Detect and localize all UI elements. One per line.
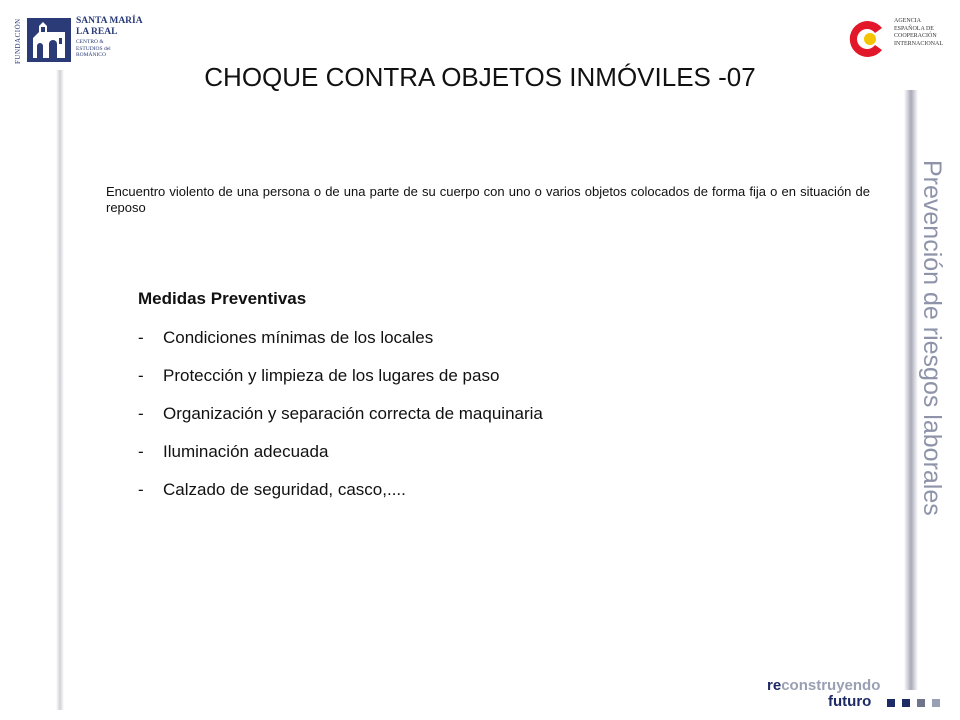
list-item-text: Organización y separación correcta de maquinaria [163, 404, 543, 423]
list-item-text: Calzado de seguridad, casco,.... [163, 480, 406, 499]
left-decorative-bar [56, 70, 64, 710]
slogan-line2: futuro [828, 693, 872, 710]
square-icon [932, 699, 940, 707]
foundation-subtitle-line1: CENTRO & [76, 39, 104, 45]
list-bullet: - [138, 442, 144, 461]
foundation-name-line2: LA REAL [76, 27, 118, 37]
foundation-logo [14, 14, 143, 66]
page-title: CHOQUE CONTRA OBJETOS INMÓVILES -07 [204, 62, 756, 92]
foundation-subtitle [76, 39, 111, 59]
church-icon [27, 18, 71, 62]
list-item-text: Iluminación adecuada [163, 442, 329, 461]
agency-name-line2: ESPAÑOLA DE [894, 25, 934, 32]
square-icon [917, 699, 925, 707]
slogan-squares [887, 699, 940, 709]
square-icon [887, 699, 895, 707]
agency-name-line4: INTERNACIONAL [894, 40, 943, 47]
foundation-subtitle-line2: ESTUDIOS del [76, 45, 111, 52]
foundation-subtitle-line3: ROMÁNICO [76, 52, 106, 58]
foundation-name-line1: SANTA MARÍA [76, 16, 143, 26]
list-bullet: - [138, 366, 144, 385]
agency-name-line1: AGENCIA [894, 18, 921, 24]
list-item-text: Condiciones mínimas de los locales [163, 328, 434, 347]
definition-paragraph: Encuentro violento de una persona o de una parte de su cuerpo con uno o varios objetos colocados de forma fija o en situación de reposo [106, 184, 870, 215]
slogan-line1 [767, 677, 880, 694]
foundation-logo-vertical-word: FUNDACIÓN [14, 18, 22, 64]
agency-name-line3: COOPERACIÓN [894, 33, 937, 39]
list-bullet: - [138, 404, 144, 423]
slogan-accent: re [767, 677, 782, 694]
slogan-rest: construyendo [781, 677, 881, 694]
list-bullet: - [138, 328, 144, 347]
square-icon [902, 699, 910, 707]
list-bullet: - [138, 480, 144, 499]
side-vertical-text: Prevención de riesgos laborales [918, 160, 946, 516]
measures-heading: Medidas Preventivas [138, 289, 307, 308]
agency-name [894, 18, 943, 48]
list-item-text: Protección y limpieza de los lugares de paso [163, 366, 500, 385]
agency-logo [844, 14, 948, 64]
agency-c-icon [844, 16, 890, 62]
